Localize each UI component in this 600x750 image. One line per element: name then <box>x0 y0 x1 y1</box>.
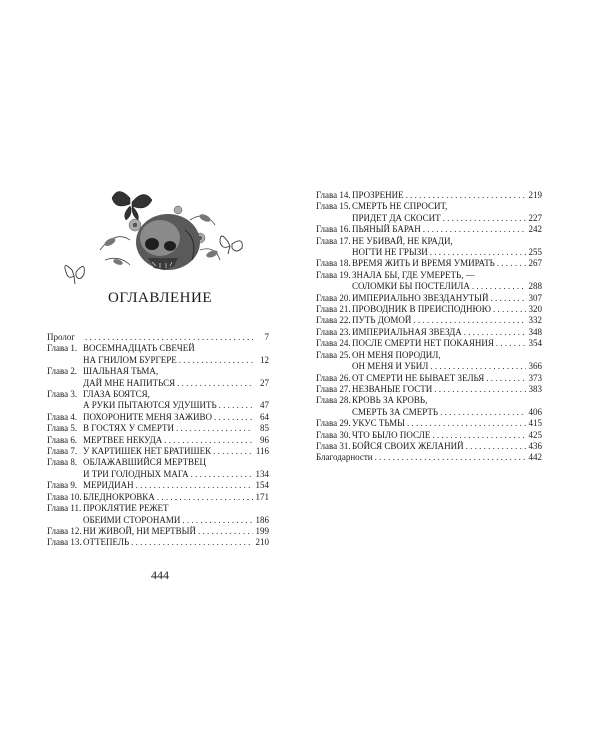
toc-line <box>47 355 269 366</box>
toc-leader-dots <box>214 412 253 423</box>
toc-chapter-title: ИМПЕРИАЛЬНАЯ ЗВЕЗДА <box>352 326 462 337</box>
toc-page-number: 383 <box>528 383 542 394</box>
toc-chapter-label: Глава 5. <box>47 423 78 434</box>
toc-leader-dots <box>434 384 526 395</box>
toc-entry[interactable] <box>316 384 542 395</box>
toc-chapter-title: МЕРИДИАН <box>83 480 134 491</box>
toc-page-number: 320 <box>528 304 542 315</box>
toc-page-number: 436 <box>528 440 542 451</box>
toc-entry[interactable] <box>47 389 269 412</box>
toc-chapter-label: Глава 12. <box>47 525 82 536</box>
toc-chapter-title: КРОВЬ ЗА КРОВЬ, <box>352 395 428 406</box>
toc-chapter-title: ПОХОРОНИТЕ МЕНЯ ЗАЖИВО <box>83 411 213 422</box>
toc-page-number: 219 <box>528 190 542 200</box>
toc-line <box>316 418 542 429</box>
toc-chapter-title: ЗНАЛА БЫ, ГДЕ УМЕРЕТЬ, — <box>352 269 475 280</box>
toc-chapter-title: НИ ЖИВОЙ, НИ МЕРТВЫЙ <box>83 525 197 536</box>
toc-line <box>47 412 269 423</box>
toc-entry[interactable] <box>316 373 542 384</box>
toc-leader-dots <box>85 332 253 343</box>
toc-page-number: 307 <box>528 292 542 303</box>
toc-chapter-title: ОТ СМЕРТИ НЕ БЫВАЕТ ЗЕЛЬЯ <box>352 372 485 383</box>
toc-chapter-title: ОН МЕНЯ ПОРОДИЛ, <box>352 349 441 360</box>
toc-entry[interactable] <box>316 304 542 315</box>
toc-entry[interactable] <box>316 258 542 269</box>
toc-title: ОГЛАВЛЕНИЕ <box>108 290 212 306</box>
toc-line <box>316 281 542 292</box>
toc-entry[interactable] <box>316 441 542 452</box>
toc-chapter-title: ДАЙ МНЕ НАПИТЬСЯ <box>83 377 176 388</box>
toc-line <box>316 430 542 441</box>
toc-entry[interactable] <box>47 332 269 343</box>
toc-chapter-title: НЕ УБИВАЙ, НЕ КРАДИ, <box>352 235 453 246</box>
toc-chapter-label: Глава 15. <box>316 201 351 212</box>
toc-chapter-label: Глава 9. <box>47 480 78 491</box>
toc-page-number: 134 <box>255 468 269 479</box>
toc-page-number: 354 <box>528 338 542 349</box>
toc-chapter-label: Глава 26. <box>316 372 351 383</box>
toc-leader-dots <box>219 400 253 411</box>
toc-page-number: 348 <box>528 326 542 337</box>
toc-line <box>316 236 542 247</box>
toc-page-number: 154 <box>255 480 269 491</box>
toc-chapter-label: Глава 23. <box>316 326 351 337</box>
toc-chapter-title: У КАРТИШЕК НЕТ БРАТИШЕК <box>83 446 212 457</box>
toc-entry[interactable] <box>47 457 269 480</box>
toc-leader-dots <box>157 492 253 503</box>
toc-leader-dots <box>430 361 526 372</box>
toc-leader-dots <box>198 526 253 537</box>
toc-entry[interactable] <box>47 537 269 548</box>
toc-page-number: 366 <box>528 361 542 372</box>
toc-line <box>316 213 542 224</box>
skull-butterflies-illustration <box>60 180 260 290</box>
toc-chapter-title: В ГОСТЯХ У СМЕРТИ <box>83 423 174 434</box>
toc-line <box>316 441 542 452</box>
toc-chapter-label: Глава 29. <box>316 418 351 429</box>
toc-page-number: 171 <box>255 491 269 502</box>
toc-entry[interactable] <box>316 430 542 441</box>
toc-leader-dots <box>406 190 526 201</box>
toc-leader-dots <box>430 247 526 258</box>
toc-chapter-label: Глава 14. <box>316 190 351 200</box>
toc-chapter-label: Глава 10. <box>47 491 82 502</box>
toc-chapter-label: Глава 31. <box>316 440 351 451</box>
toc-line <box>47 389 269 400</box>
toc-page-number: 227 <box>528 212 542 223</box>
toc-chapter-title: НОГТИ НЕ ГРЫЗИ <box>352 247 428 258</box>
toc-leader-dots <box>432 430 526 441</box>
toc-leader-dots <box>182 515 253 526</box>
toc-chapter-label: Глава 11. <box>47 503 82 514</box>
toc-page-number: 186 <box>255 514 269 525</box>
toc-chapter-label: Глава 20. <box>316 292 351 303</box>
toc-entry[interactable] <box>47 343 269 366</box>
toc-entry[interactable] <box>316 327 542 338</box>
toc-entry[interactable] <box>316 201 542 224</box>
toc-page-number: 47 <box>260 400 269 411</box>
toc-page-number: 199 <box>255 525 269 536</box>
toc-chapter-title: ПРОКЛЯТИЕ РЕЖЕТ <box>83 503 169 514</box>
toc-page-number: 64 <box>260 411 269 422</box>
toc-chapter-title: ГЛАЗА БОЯТСЯ, <box>83 389 150 400</box>
toc-line <box>316 270 542 281</box>
toc-chapter-label: Глава 13. <box>47 537 82 548</box>
toc-line <box>316 304 542 315</box>
toc-page-number: 242 <box>528 224 542 235</box>
toc-entry[interactable] <box>316 350 542 373</box>
toc-line <box>47 457 269 468</box>
toc-line <box>47 332 269 343</box>
toc-leader-dots <box>375 452 526 463</box>
toc-chapter-title: А РУКИ ПЫТАЮТСЯ УДУШИТЬ <box>83 400 217 411</box>
toc-line <box>47 446 269 457</box>
toc-line <box>316 315 542 326</box>
toc-chapter-title: ПРОВОДНИК В ПРЕИСПОДНЮЮ <box>352 304 492 315</box>
toc-entry[interactable] <box>316 315 542 326</box>
toc-leader-dots <box>131 537 253 548</box>
toc-chapter-title: БОЙСЯ СВОИХ ЖЕЛАНИЙ <box>352 440 464 451</box>
toc-chapter-label: Глава 8. <box>47 457 78 468</box>
toc-chapter-title: ВОСЕМНАДЦАТЬ СВЕЧЕЙ <box>83 343 195 354</box>
toc-line <box>316 452 542 463</box>
toc-line <box>316 224 542 235</box>
toc-line <box>316 327 542 338</box>
toc-leader-dots <box>443 213 526 224</box>
toc-chapter-title: НА ГНИЛОМ БУРГЕРЕ <box>83 354 177 365</box>
toc-chapter-title: ОН МЕНЯ И УБИЛ <box>352 361 429 372</box>
toc-line <box>47 480 269 491</box>
toc-chapter-label: Глава 28. <box>316 395 351 406</box>
toc-line <box>316 384 542 395</box>
toc-entry[interactable] <box>316 418 542 429</box>
toc-line <box>47 492 269 503</box>
page-number: 444 <box>151 568 169 582</box>
toc-chapter-label: Глава 3. <box>47 389 78 400</box>
toc-chapter-title: ИМПЕРИАЛЬНО ЗВЕЗДАНУТЫЙ <box>352 292 489 303</box>
toc-entry[interactable] <box>316 236 542 259</box>
toc-line <box>47 503 269 514</box>
toc-chapter-title: НЕЗВАНЫЕ ГОСТИ <box>352 383 433 394</box>
toc-page-number: 7 <box>264 332 269 342</box>
toc-leader-dots <box>486 373 526 384</box>
toc-leader-dots <box>464 327 526 338</box>
toc-entry[interactable] <box>316 338 542 349</box>
toc-page-number: 267 <box>528 258 542 269</box>
toc-leader-dots <box>413 315 526 326</box>
toc-chapter-label: Глава 4. <box>47 411 78 422</box>
toc-line <box>316 201 542 212</box>
toc-line <box>316 395 542 406</box>
toc-line <box>47 366 269 377</box>
toc-entry[interactable] <box>47 412 269 423</box>
toc-entry[interactable] <box>316 293 542 304</box>
toc-line <box>316 338 542 349</box>
toc-chapter-title: ОБЛАЖАВШИЙСЯ МЕРТВЕЦ <box>83 457 207 468</box>
toc-entry[interactable] <box>47 366 269 389</box>
toc-chapter-title: ОБЕИМИ СТОРОНАМИ <box>83 514 181 525</box>
toc-chapter-title: БЛЕДНОКРОВКА <box>83 491 155 502</box>
toc-chapter-label: Глава 6. <box>47 434 78 445</box>
toc-leader-dots <box>490 293 526 304</box>
toc-leader-dots <box>176 423 253 434</box>
toc-page-number: 442 <box>528 452 542 463</box>
toc-entry[interactable] <box>47 492 269 503</box>
toc-chapter-title: И ТРИ ГОЛОДНЫХ МАГА <box>83 468 189 479</box>
toc-chapter-title: СМЕРТЬ ЗА СМЕРТЬ <box>352 406 439 417</box>
toc-leader-dots <box>191 469 253 480</box>
toc-page-number: 255 <box>528 247 542 258</box>
toc-chapter-title: ПУТЬ ДОМОЙ <box>352 315 412 326</box>
toc-leader-dots <box>136 480 253 491</box>
toc-chapter-title: ШАЛЬНАЯ ТЬМА, <box>83 366 159 377</box>
toc-chapter-title: СМЕРТЬ НЕ СПРОСИТ, <box>352 201 448 212</box>
toc-page-number: 210 <box>255 537 269 548</box>
toc-chapter-label: Глава 25. <box>316 349 351 360</box>
toc-leader-dots <box>423 224 526 235</box>
toc-chapter-label: Глава 21. <box>316 304 351 315</box>
toc-entry[interactable] <box>316 452 542 463</box>
toc-leader-dots <box>493 304 526 315</box>
toc-page-number: 288 <box>528 281 542 292</box>
toc-page-number: 12 <box>260 354 269 365</box>
toc-entry[interactable] <box>316 190 542 201</box>
toc-page-number: 406 <box>528 406 542 417</box>
toc-line <box>316 293 542 304</box>
toc-entry[interactable] <box>316 270 542 293</box>
toc-chapter-title: ЧТО БЫЛО ПОСЛЕ <box>352 429 431 440</box>
toc-page-number: 425 <box>528 429 542 440</box>
toc-entry[interactable] <box>316 224 542 235</box>
toc-entry[interactable] <box>47 423 269 434</box>
toc-chapter-label: Пролог <box>47 332 76 342</box>
toc-chapter-title: ПРИДЕТ ДА СКОСИТ <box>352 212 441 223</box>
toc-chapter-label: Глава 22. <box>316 315 351 326</box>
toc-chapter-label: Глава 2. <box>47 366 78 377</box>
toc-left-column <box>47 332 269 549</box>
toc-chapter-title: ПОСЛЕ СМЕРТИ НЕТ ПОКАЯНИЯ <box>352 338 494 349</box>
toc-leader-dots <box>177 378 253 389</box>
toc-line <box>316 361 542 372</box>
toc-line <box>316 407 542 418</box>
toc-chapter-label: Глава 27. <box>316 383 351 394</box>
toc-entry[interactable] <box>47 503 269 526</box>
toc-chapter-title: МЕРТВЕЕ НЕКУДА <box>83 434 163 445</box>
toc-page-number: 373 <box>528 372 542 383</box>
toc-entry[interactable] <box>316 395 542 418</box>
toc-page-number: 96 <box>260 434 269 445</box>
toc-entry[interactable] <box>47 526 269 537</box>
toc-page-number: 85 <box>260 423 269 434</box>
toc-entry[interactable] <box>47 446 269 457</box>
toc-line <box>316 373 542 384</box>
toc-chapter-label: Глава 18. <box>316 258 351 269</box>
toc-chapter-title: ВРЕМЯ ЖИТЬ И ВРЕМЯ УМИРАТЬ <box>352 258 495 269</box>
toc-line <box>47 343 269 354</box>
toc-chapter-label: Глава 30. <box>316 429 351 440</box>
toc-chapter-label: Глава 7. <box>47 446 78 457</box>
toc-leader-dots <box>164 435 253 446</box>
toc-chapter-title: ПРОЗРЕНИЕ <box>352 190 404 200</box>
toc-entry[interactable] <box>47 435 269 446</box>
toc-page-number: 332 <box>528 315 542 326</box>
toc-leader-dots <box>407 418 526 429</box>
toc-line <box>47 435 269 446</box>
toc-line <box>47 400 269 411</box>
toc-chapter-title: СОЛОМКИ БЫ ПОСТЕЛИЛА <box>352 281 470 292</box>
toc-leader-dots <box>472 281 526 292</box>
toc-line <box>47 469 269 480</box>
toc-leader-dots <box>179 355 253 366</box>
toc-line <box>47 526 269 537</box>
toc-line <box>47 423 269 434</box>
toc-line <box>316 350 542 361</box>
toc-leader-dots <box>496 338 526 349</box>
toc-line <box>47 515 269 526</box>
toc-leader-dots <box>213 446 253 457</box>
toc-chapter-label: Благодарности <box>316 452 373 463</box>
toc-line <box>316 190 542 201</box>
toc-leader-dots <box>440 407 526 418</box>
toc-page-number: 27 <box>260 377 269 388</box>
toc-line <box>316 258 542 269</box>
toc-line <box>47 537 269 548</box>
toc-chapter-label: Глава 19. <box>316 269 351 280</box>
toc-chapter-label: Глава 1. <box>47 343 78 354</box>
toc-leader-dots <box>466 441 526 452</box>
toc-page-number: 116 <box>255 446 269 457</box>
toc-line <box>316 247 542 258</box>
toc-entry[interactable] <box>47 480 269 491</box>
toc-chapter-label: Глава 16. <box>316 224 351 235</box>
toc-page-number: 415 <box>528 418 542 429</box>
toc-chapter-title: ОТТЕПЕЛЬ <box>83 537 130 548</box>
toc-right-column <box>316 190 542 464</box>
toc-chapter-title: УКУС ТЬМЫ <box>352 418 405 429</box>
toc-line <box>47 378 269 389</box>
toc-chapter-label: Глава 17. <box>316 235 351 246</box>
toc-chapter-title: ПЬЯНЫЙ БАРАН <box>352 224 421 235</box>
toc-leader-dots <box>497 258 526 269</box>
toc-chapter-label: Глава 24. <box>316 338 351 349</box>
